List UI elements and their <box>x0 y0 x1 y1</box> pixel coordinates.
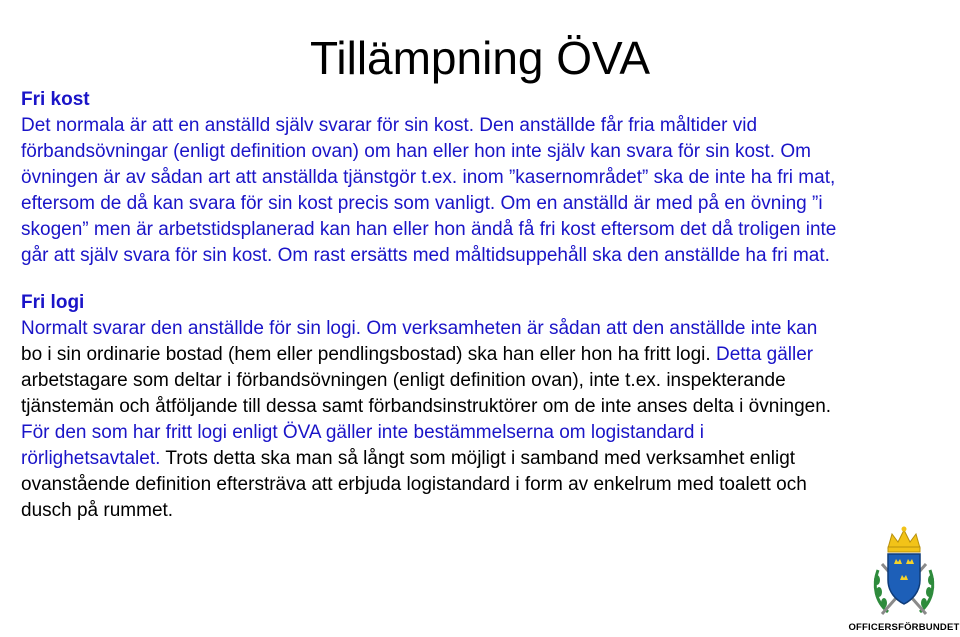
paragraph-line <box>21 472 941 498</box>
paragraph-text: Trots detta ska man så långt som möjligt i samband med verksamhet enligt <box>165 448 796 469</box>
paragraph-line <box>21 394 941 420</box>
slide-title: Tillämpning ÖVA <box>309 31 650 84</box>
section-fri-kost <box>21 87 941 269</box>
section-heading-fri-kost: Fri kost <box>21 89 90 110</box>
paragraph-text: För den som har fritt logi enligt ÖVA gäller inte bestämmelserna om logistandard i <box>21 422 704 443</box>
paragraph-text: arbetstagare som deltar i förbandsövningen (enligt definition ovan), inte t.ex. inspekterande <box>21 370 786 391</box>
section-fri-logi <box>21 290 941 524</box>
paragraph-text: skogen” men är arbetstidsplanerad kan han eller hon ändå få fri kost eftersom det då troligen inte <box>21 219 837 240</box>
paragraph-text: Detta gäller <box>715 344 814 365</box>
paragraph-text: Normalt svarar den anställde för sin logi. Om verksamheten är sådan att den anställde inte kan <box>21 318 818 339</box>
paragraph-text: övningen är av sådan art att anställda tjänstgör t.ex. inom ”kasernområdet” ska de inte ha fri mat, <box>21 167 836 188</box>
paragraph-line <box>21 113 941 139</box>
paragraph-text: dusch på rummet. <box>21 500 174 521</box>
paragraph-line <box>21 243 941 269</box>
paragraph-line <box>21 316 941 342</box>
paragraph-line <box>21 420 941 446</box>
logo-caption: OFFICERSFÖRBUNDET <box>848 622 960 633</box>
paragraph-line <box>21 217 941 243</box>
paragraph-text: förbandsövningar (enligt definition ovan) om han eller hon inte själv kan svara för sin kost. Om <box>21 141 811 162</box>
paragraph-text: går att själv svara för sin kost. <box>21 245 278 266</box>
officersforbundet-crest-icon <box>848 524 960 622</box>
paragraph-text: tjänstemän och åtföljande till dessa samt förbandsinstruktörer om de inte anses delta i övningen. <box>21 396 832 417</box>
paragraph-line <box>21 498 941 524</box>
paragraph-text: Om rast ersätts med måltidsuppehåll ska den anställde ha fri mat. <box>277 245 830 266</box>
paragraph-text: Det normala är att en anställd själv svarar för sin kost. Den anställde får fria måltider vid <box>21 115 758 136</box>
section-body-fri-kost <box>21 113 941 269</box>
paragraph-text: ovanstående definition eftersträva att erbjuda logistandard i form av enkelrum med toalett och <box>21 474 807 495</box>
section-body-fri-logi <box>21 316 941 524</box>
officersforbundet-logo <box>848 524 960 634</box>
paragraph-line <box>21 368 941 394</box>
paragraph-line <box>21 191 941 217</box>
paragraph-text: Om en anställd är med på en övning ”i <box>500 193 823 214</box>
paragraph-text: eftersom de då kan svara för sin kost precis som vanligt. <box>21 193 501 214</box>
crown <box>888 530 920 548</box>
section-heading-fri-logi: Fri logi <box>21 292 85 313</box>
paragraph-line <box>21 165 941 191</box>
paragraph-line <box>21 446 941 472</box>
paragraph-text: rörlighetsavtalet. <box>21 448 166 469</box>
paragraph-line <box>21 139 941 165</box>
paragraph-text: bo i sin ordinarie bostad (hem eller pendlingsbostad) ska han eller hon ha fritt logi. <box>21 344 716 365</box>
paragraph-line <box>21 342 941 368</box>
